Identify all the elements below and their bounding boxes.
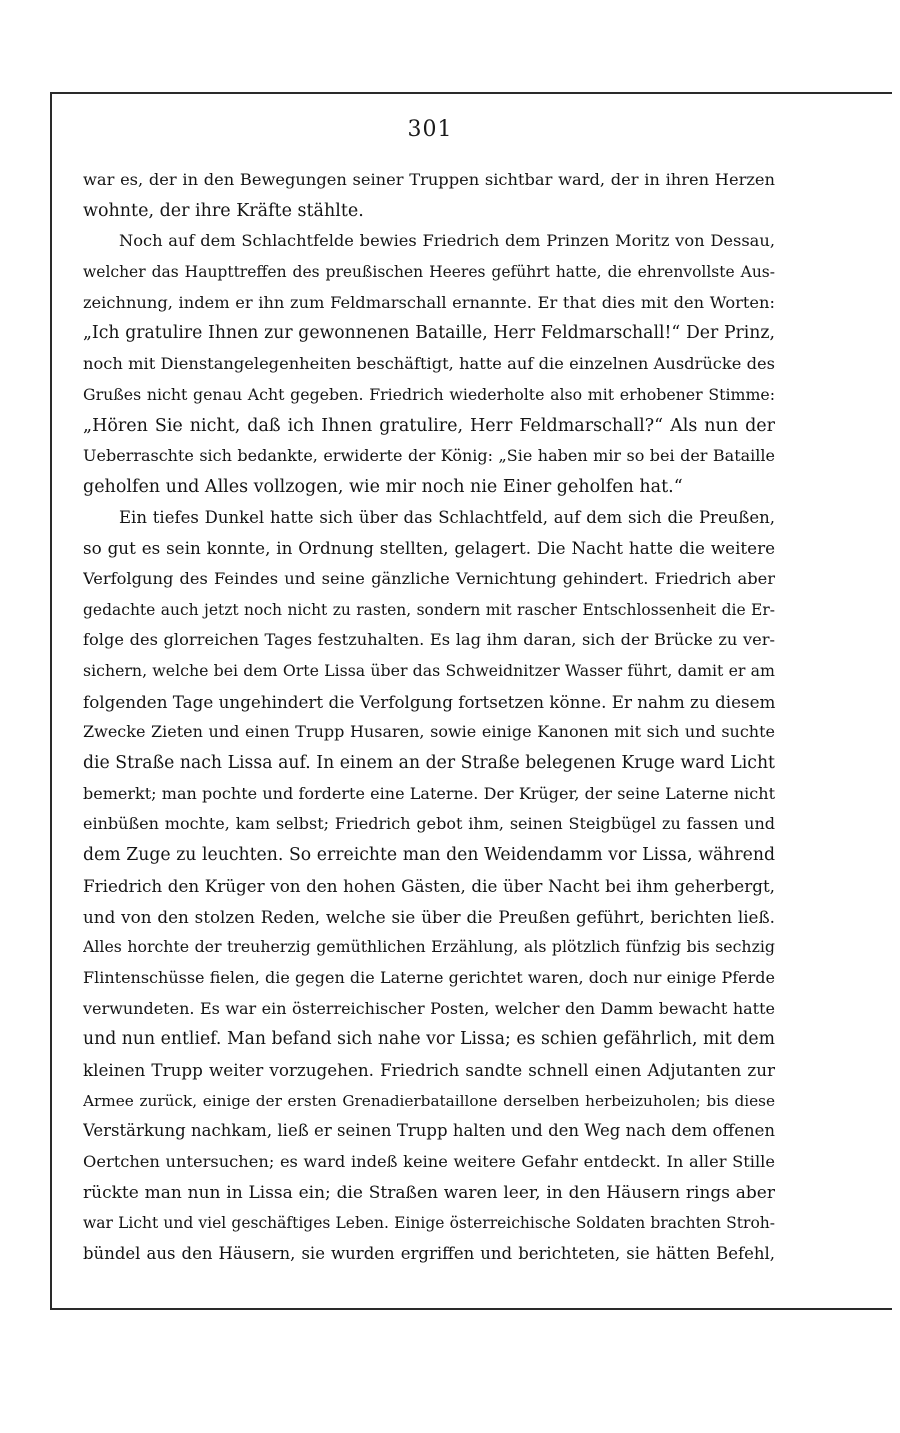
text-line: geholfen und Alles vollzogen, wie mir noch nie Einer geholfen hat.“ [83, 476, 683, 497]
frame-bottom-rule [50, 1308, 892, 1310]
text-line: Armee zurück, einige der ersten Grenadierbataillone derselben herbeizuholen; bis diese [83, 1091, 775, 1110]
text-line: zeichnung, indem er ihn zum Feldmarschall ernannte. Er that dies mit den Worten: [83, 292, 775, 312]
text-line: sichern, welche bei dem Orte Lissa über das Schweidnitzer Wasser führt, damit er am [83, 661, 775, 680]
body-text [83, 165, 775, 1270]
page-number: 301 [407, 117, 453, 142]
text-line: bündel aus den Häusern, sie wurden ergriffen und berichteten, sie hätten Befehl, [83, 1244, 775, 1264]
text-line: rückte man nun in Lissa ein; die Straßen waren leer, in den Häusern rings aber [83, 1182, 775, 1203]
text-line: Flintenschüsse fielen, die gegen die Laterne gerichtet waren, doch nur einige Pferde [83, 967, 775, 987]
text-line: bemerkt; man pochte und forderte eine Laterne. Der Krüger, der seine Laterne nicht [83, 783, 775, 803]
text-line: kleinen Trupp weiter vorzugehen. Friedrich sandte schnell einen Adjutanten zur [83, 1059, 775, 1080]
text-line: und nun entlief. Man befand sich nahe vor Lissa; es schien gefährlich, mit dem [83, 1029, 775, 1050]
text-line: Friedrich den Krüger von den hohen Gästen, die über Nacht bei ihm geherbergt, [83, 875, 775, 896]
text-line: gedachte auch jetzt noch nicht zu rasten, sondern mit rascher Entschlossenheit die Er- [83, 600, 775, 619]
text-line: folge des glorreichen Tages festzuhalten. Es lag ihm daran, sich der Brücke zu ver- [83, 630, 775, 650]
text-line: Alles horchte der treuherzig gemüthlichen Erzählung, als plötzlich fünfzig bis sechzig [83, 937, 775, 957]
frame-left-rule [50, 92, 52, 1310]
frame-top-rule [50, 92, 892, 94]
text-line: Zwecke Zieten und einen Trupp Husaren, sowie einige Kanonen mit sich und suchte [83, 722, 775, 742]
text-line: Verstärkung nachkam, ließ er seinen Trupp halten und den Weg nach dem offenen [83, 1121, 775, 1141]
text-line: die Straße nach Lissa auf. In einem an der Straße belegenen Kruge ward Licht [83, 753, 775, 774]
text-line: dem Zuge zu leuchten. So erreichte man den Weidendamm vor Lissa, während [83, 845, 775, 866]
text-line: Ein tiefes Dunkel hatte sich über das Schlachtfeld, auf dem sich die Preußen, [119, 507, 775, 527]
text-line: einbüßen mochte, kam selbst; Friedrich gebot ihm, seinen Steigbügel zu fassen und [83, 814, 775, 834]
text-line: Grußes nicht genau Acht gegeben. Friedrich wiederholte also mit erhobener Stimme: [83, 384, 775, 404]
text-line: Oertchen untersuchen; es ward indeß keine weitere Gefahr entdeckt. In aller Stille [83, 1152, 775, 1171]
text-line: Verfolgung des Feindes und seine gänzliche Vernichtung gehindert. Friedrich aber [83, 568, 775, 588]
text-line: war es, der in den Bewegungen seiner Truppen sichtbar ward, der in ihren Herzen [83, 170, 775, 189]
text-line: wohnte, der ihre Kräfte stählte. [83, 200, 364, 221]
text-line: noch mit Dienstangelegenheiten beschäftigt, hatte auf die einzelnen Ausdrücke des [83, 354, 775, 374]
text-line: „Ich gratulire Ihnen zur gewonnenen Bataille, Herr Feldmarschall!“ Der Prinz, [83, 323, 775, 344]
text-line: folgenden Tage ungehindert die Verfolgung fortsetzen könne. Er nahm zu diesem [83, 691, 775, 712]
text-line: so gut es sein konnte, in Ordnung stellten, gelagert. Die Nacht hatte die weitere [83, 538, 775, 559]
text-line: Ueberraschte sich bedankte, erwiderte der König: „Sie haben mir so bei der Bataille [83, 446, 775, 466]
text-line: verwundeten. Es war ein österreichischer Posten, welcher den Damm bewacht hatte [83, 998, 775, 1018]
text-line: Noch auf dem Schlachtfelde bewies Friedrich dem Prinzen Moritz von Dessau, [119, 231, 775, 251]
text-line: welcher das Haupttreffen des preußischen Heeres geführt hatte, die ehrenvollste Aus- [83, 263, 775, 282]
text-line: und von den stolzen Reden, welche sie über die Preußen geführt, berichten ließ. [83, 906, 775, 927]
text-line: „Hören Sie nicht, daß ich Ihnen gratulire, Herr Feldmarschall?“ Als nun der [83, 415, 775, 436]
text-line: war Licht und viel geschäftiges Leben. Einige österreichische Soldaten brachten Stroh- [83, 1214, 775, 1233]
